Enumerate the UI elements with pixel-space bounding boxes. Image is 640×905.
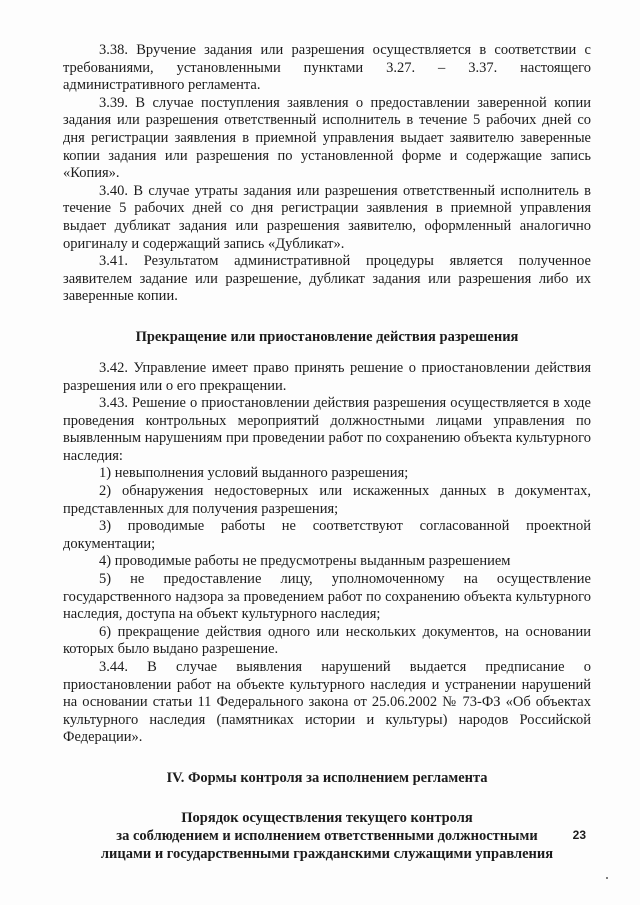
paragraph-3-39: 3.39. В случае поступления заявления о предоставлении заверенной копии задания или разрешения ответственный исполнитель в течение 5 рабочих дней со дня регистрации заявления в приемной управления выдает заявителю заверенные копии задания или разрешения по установленной форме и содержащие запись «Копия».	[63, 94, 591, 182]
paragraph-3-38: 3.38. Вручение задания или разрешения осуществляется в соответствии с требованиями, установленными пунктами 3.27. – 3.37. настоящего административного регламента.	[63, 42, 591, 94]
list-item-1: 1) невыполнения условий выданного разрешения;	[99, 465, 409, 482]
list-item-5: 5) не предоставление лицу, уполномоченному на осуществление государственного надзора за проведением работ по сохранению объекта культурного наследия, доступа на объект культурного наследия;	[63, 571, 591, 623]
subsection-title-line-2: за соблюдением и исполнением ответственными должностными	[116, 827, 538, 844]
paragraph-3-41: 3.41. Результатом административной процедуры является полученное заявителем задание или разрешение, дубликат задания или разрешения либо их заверенные копии.	[63, 253, 591, 305]
scan-speck	[606, 877, 608, 879]
subsection-title-line-3: лицами и государственными гражданскими служащими управления	[100, 845, 554, 862]
document-body	[63, 42, 591, 863]
page-number: 23	[572, 828, 586, 842]
list-item-4: 4) проводимые работы не предусмотрены выданным разрешением	[99, 553, 511, 570]
list-item-3: 3) проводимые работы не соответствуют согласованной проектной документации;	[63, 518, 591, 552]
paragraph-3-43: 3.43. Решение о приостановлении действия разрешения осуществляется в ходе проведения контрольных мероприятий должностными лицами управления по выявленным нарушениям при проведении работ по сохранению объекта культурного наследия:	[63, 395, 591, 464]
paragraph-3-44: 3.44. В случае выявления нарушений выдается предписание о приостановлении работ на объекте культурного наследия и устранении нарушений на основании статьи 11 Федерального закона от 25.06.2002 № 73-ФЗ «Об объектах культурного наследия (памятниках истории и культуры) народов Российской Федерации».	[63, 659, 591, 746]
heading-suspension: Прекращение или приостановление действия разрешения	[135, 328, 519, 345]
paragraph-3-42: 3.42. Управление имеет право принять решение о приостановлении действия разрешения или о его прекращении.	[63, 359, 591, 394]
paragraph-3-40: 3.40. В случае утраты задания или разрешения ответственный исполнитель в течение 5 рабочих дней со дня регистрации заявления в приемной управления выдает дубликат задания или разрешения заявителю, оформленный аналогично оригиналу и содержащий запись «Дубликат».	[63, 182, 591, 252]
list-item-6: 6) прекращение действия одного или нескольких документов, на основании которых было выдано разрешение.	[63, 623, 591, 658]
subsection-title-line-1: Порядок осуществления текущего контроля	[181, 809, 473, 826]
section-title: IV. Формы контроля за исполнением регламента	[166, 769, 488, 786]
list-item-2: 2) обнаружения недостоверных или искаженных данных в документах, представленных для получения разрешения;	[63, 483, 591, 517]
